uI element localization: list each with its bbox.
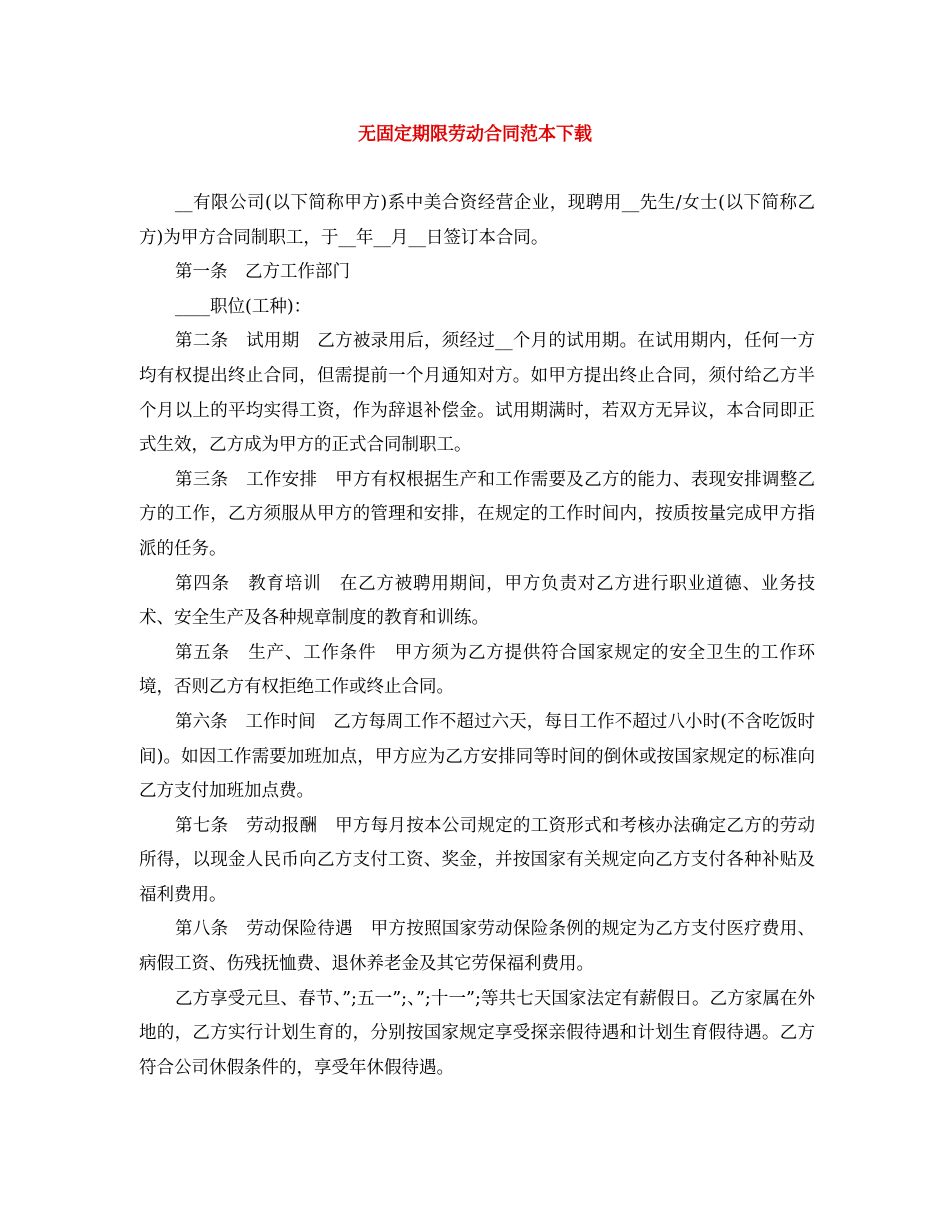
- paragraph-position: ____职位(工种)：: [175, 296, 312, 317]
- paragraph-article-2: 第二条 试用期 乙方被录用后，须经过__个月的试用期。在试用期内，任何一方均有权提出终止合同，但需提前一个月通知对方。如甲方提出终止合同，须付给乙方半个月以上的平均实得工资，作为辞退补偿金。试用期满时，若双方无异议，本合同即正式生效，乙方成为甲方的正式合同制职工。: [139, 331, 815, 456]
- paragraph-article-5: 第五条 生产、工作条件 甲方须为乙方提供符合国家规定的安全卫生的工作环境，否则乙方有权拒绝工作或终止合同。: [139, 642, 815, 698]
- paragraph-article-6: 第六条 工作时间 乙方每周工作不超过六天，每日工作不超过八小时(不含吃饭时间)。如因工作需要加班加点，甲方应为乙方安排同等时间的倒休或按国家规定的标准向乙方支付加班加点费。: [139, 711, 815, 802]
- paragraph-article-7: 第七条 劳动报酬 甲方每月按本公司规定的工资形式和考核办法确定乙方的劳动所得，以现金人民币向乙方支付工资、奖金，并按国家有关规定向乙方支付各种补贴及福利费用。: [139, 815, 815, 905]
- document-body: [139, 186, 815, 1085]
- paragraph-article-4: 第四条 教育培训 在乙方被聘用期间，甲方负责对乙方进行职业道德、业务技术、安全生产及各种规章制度的教育和训练。: [139, 573, 815, 629]
- paragraph-intro: __有限公司(以下简称甲方)系中美合资经营企业，现聘用__先生/女士(以下简称乙方)为甲方合同制职工，于__年__月__日签订本合同。: [139, 193, 815, 248]
- paragraph-article-1: 第一条 乙方工作部门: [175, 262, 350, 283]
- document-title: 无固定期限劳动合同范本下载: [358, 124, 592, 145]
- paragraph-holidays: 乙方享受元旦、春节、”;五一”;、”;十一”;等共七天国家法定有薪假日。乙方家属在外地的，乙方实行计划生育的，分别按国家规定享受探亲假待遇和计划生育假待遇。乙方符合公司休假条件的，享受年休假待遇。: [139, 988, 815, 1078]
- paragraph-article-3: 第三条 工作安排 甲方有权根据生产和工作需要及乙方的能力、表现安排调整乙方的工作，乙方须服从甲方的管理和安排，在规定的工作时间内，按质按量完成甲方指派的任务。: [139, 469, 815, 559]
- paragraph-article-8: 第八条 劳动保险待遇 甲方按照国家劳动保险条例的规定为乙方支付医疗费用、病假工资、伤残抚恤费、退休养老金及其它劳保福利费用。: [139, 919, 815, 975]
